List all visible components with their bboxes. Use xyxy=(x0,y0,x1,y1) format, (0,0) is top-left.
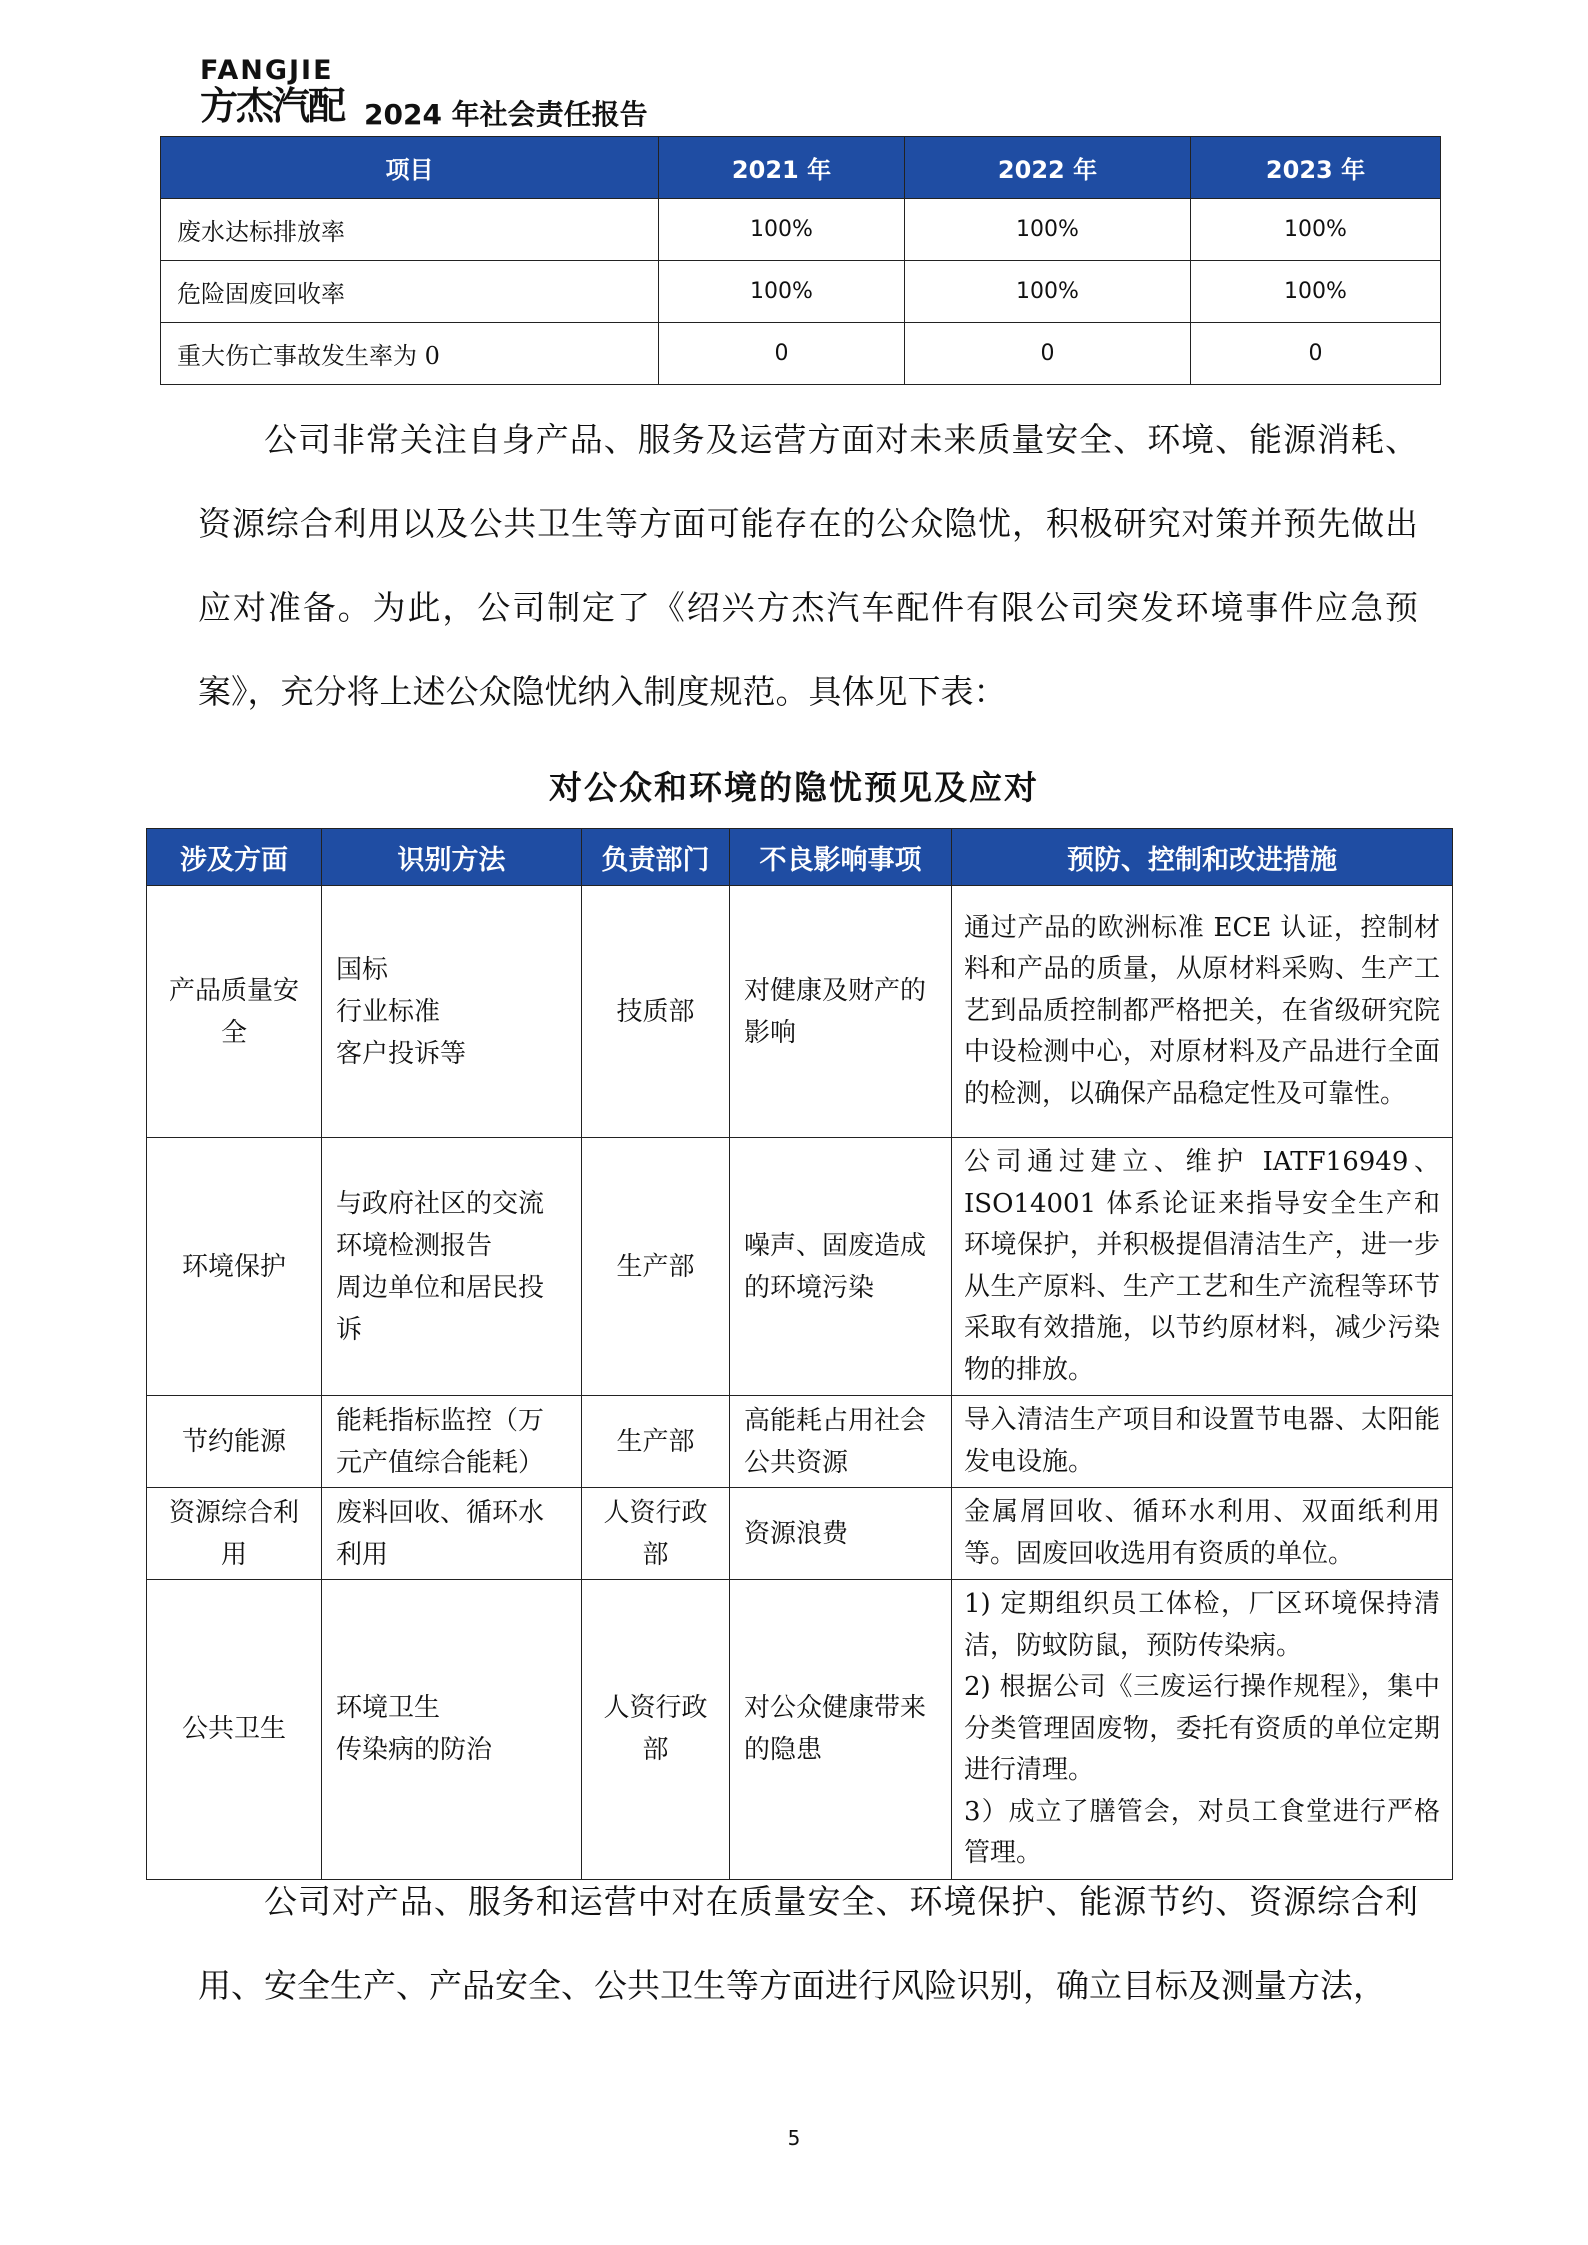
value-cell: 100% xyxy=(905,199,1191,261)
method-line: 废料回收、循环水利用 xyxy=(336,1497,545,1570)
table-row xyxy=(147,1488,1453,1580)
measure-cell xyxy=(952,886,1453,1138)
table-row xyxy=(161,323,1441,385)
measure-line: 3）成立了膳管会，对员工食堂进行严格管理。 xyxy=(964,1796,1440,1868)
aspect-cell: 公共卫生 xyxy=(147,1580,322,1880)
measure-line: 1) 定期组织员工体检，厂区环境保持清洁，防蚊防鼠，预防传染病。 xyxy=(964,1589,1440,1661)
table-header-row xyxy=(161,137,1441,199)
impact-cell: 资源浪费 xyxy=(730,1488,952,1580)
table-row xyxy=(161,261,1441,323)
method-cell xyxy=(322,886,582,1138)
column-header: 负责部门 xyxy=(582,829,730,886)
table-row xyxy=(147,886,1453,1138)
column-header: 2023 年 xyxy=(1191,137,1441,199)
company-logo-cn: 方杰汽配 xyxy=(200,84,345,128)
aspect-cell: 产品质量安全 xyxy=(147,886,322,1138)
value-cell: 100% xyxy=(659,261,905,323)
measure-cell xyxy=(952,1488,1453,1580)
measure-line: 公司通过建立、维护 IATF16949、ISO14001 体系论证来指导安全生产和环境保护，并积极提倡清洁生产，进一步从生产原料、生产工艺和生产流程等环节采取有效措施，以节约原材料，减少污染物的排放。 xyxy=(964,1147,1440,1385)
aspect-cell: 环境保护 xyxy=(147,1138,322,1396)
method-line: 行业标准 xyxy=(336,996,441,1027)
table-title: 对公众和环境的隐忧预见及应对 xyxy=(549,768,1039,807)
value-cell: 100% xyxy=(905,261,1191,323)
item-cell: 废水达标排放率 xyxy=(161,199,659,261)
table-row xyxy=(161,199,1441,261)
method-line: 国标 xyxy=(336,954,389,985)
dept-cell: 人资行政部 xyxy=(582,1580,730,1880)
page-number: 5 xyxy=(787,2126,801,2150)
dept-cell: 生产部 xyxy=(582,1396,730,1488)
report-title: 2024 年社会责任报告 xyxy=(364,98,648,131)
impact-cell: 噪声、固废造成的环境污染 xyxy=(730,1138,952,1396)
indicator-table xyxy=(160,136,1441,385)
value-cell: 0 xyxy=(1191,323,1441,385)
measure-line: 导入清洁生产项目和设置节电器、太阳能发电设施。 xyxy=(964,1405,1440,1477)
measure-line: 金属屑回收、循环水利用、双面纸利用等。固废回收选用有资质的单位。 xyxy=(964,1497,1440,1569)
intro-paragraph: 公司非常关注自身产品、服务及运营方面对未来质量安全、环境、能源消耗、资源综合利用以及公共卫生等方面可能存在的公众隐忧，积极研究对策并预先做出应对准备。为此，公司制定了《绍兴方杰汽车配件有限公司突发环境事件应急预案》，充分将上述公众隐忧纳入制度规范。具体见下表： xyxy=(198,420,1418,711)
column-header: 2021 年 xyxy=(659,137,905,199)
column-header: 项目 xyxy=(161,137,659,199)
table-row xyxy=(147,1138,1453,1396)
measure-line: 2) 根据公司《三废运行操作规程》，集中分类管理固废物，委托有资质的单位定期进行清理。 xyxy=(964,1672,1440,1785)
value-cell: 100% xyxy=(659,199,905,261)
table-row xyxy=(147,1580,1453,1880)
method-line: 周边单位和居民投诉 xyxy=(336,1272,545,1345)
aspect-cell: 资源综合利用 xyxy=(147,1488,322,1580)
item-cell: 危险固废回收率 xyxy=(161,261,659,323)
column-header: 涉及方面 xyxy=(147,829,322,886)
measure-cell xyxy=(952,1138,1453,1396)
dept-cell: 技质部 xyxy=(582,886,730,1138)
item-cell: 重大伤亡事故发生率为 0 xyxy=(161,323,659,385)
column-header: 识别方法 xyxy=(322,829,582,886)
dept-cell: 生产部 xyxy=(582,1138,730,1396)
method-cell xyxy=(322,1580,582,1880)
impact-cell: 高能耗占用社会公共资源 xyxy=(730,1396,952,1488)
measure-cell xyxy=(952,1396,1453,1488)
company-logo-en: FANGJIE xyxy=(200,55,334,86)
table-header-row xyxy=(147,829,1453,886)
concerns-table xyxy=(146,828,1453,1880)
column-header: 2022 年 xyxy=(905,137,1191,199)
method-line: 与政府社区的交流 xyxy=(336,1188,545,1219)
method-line: 客户投诉等 xyxy=(336,1038,467,1069)
value-cell: 0 xyxy=(905,323,1191,385)
method-line: 能耗指标监控（万元产值综合能耗） xyxy=(336,1405,545,1478)
closing-paragraph: 公司对产品、服务和运营中对在质量安全、环境保护、能源节约、资源综合利用、安全生产、产品安全、公共卫生等方面进行风险识别，确立目标及测量方法， xyxy=(198,1882,1418,2005)
value-cell: 0 xyxy=(659,323,905,385)
column-header: 预防、控制和改进措施 xyxy=(952,829,1453,886)
value-cell: 100% xyxy=(1191,199,1441,261)
method-line: 环境检测报告 xyxy=(336,1230,493,1261)
measure-line: 通过产品的欧洲标准 ECE 认证，控制材料和产品的质量，从原材料采购、生产工艺到品质控制都严格把关，在省级研究院中设检测中心，对原材料及产品进行全面的检测，以确保产品稳定性及可靠性。 xyxy=(964,912,1440,1109)
value-cell: 100% xyxy=(1191,261,1441,323)
method-cell xyxy=(322,1488,582,1580)
method-line: 环境卫生 xyxy=(336,1693,441,1724)
measure-cell xyxy=(952,1580,1453,1880)
table-row xyxy=(147,1396,1453,1488)
aspect-cell: 节约能源 xyxy=(147,1396,322,1488)
dept-cell: 人资行政部 xyxy=(582,1488,730,1580)
impact-cell: 对健康及财产的影响 xyxy=(730,886,952,1138)
method-line: 传染病的防治 xyxy=(336,1735,493,1766)
method-cell xyxy=(322,1396,582,1488)
column-header: 不良影响事项 xyxy=(730,829,952,886)
impact-cell: 对公众健康带来的隐患 xyxy=(730,1580,952,1880)
page-header xyxy=(200,56,680,132)
method-cell xyxy=(322,1138,582,1396)
